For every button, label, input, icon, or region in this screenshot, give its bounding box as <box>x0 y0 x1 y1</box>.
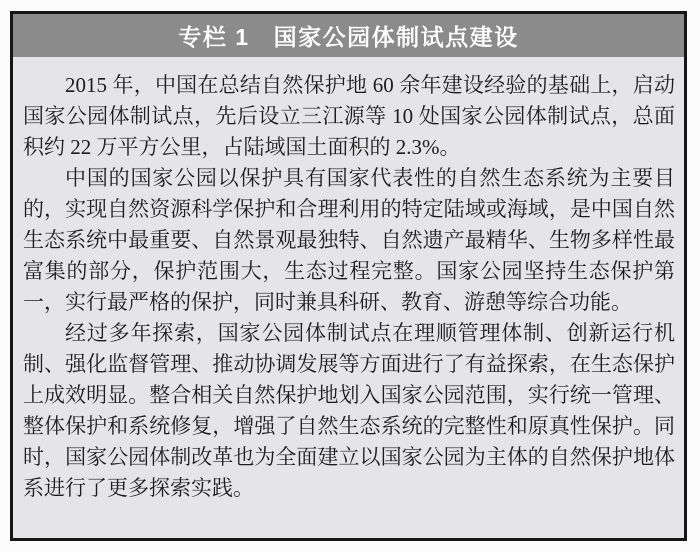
column-box <box>10 11 687 541</box>
column-title: 国家公园体制试点建设 <box>273 24 519 50</box>
paragraph-3: 经过多年探索，国家公园体制试点在理顺管理体制、创新运行机制、强化监督管理、推动协调发展等方面进行了有益探索，在生态保护上成效明显。整合相关自然保护地划入国家公园范围，实行统一管理、整体保护和系统修复，增强了自然生态系统的完整性和原真性保护。同时，国家公园体制改革也为全面建立以国家公园为主体的自然保护地体系进行了更多探索实践。 <box>23 321 675 500</box>
column-box-body <box>13 57 684 538</box>
column-box-header <box>13 14 684 57</box>
paragraph-2: 中国的国家公园以保护具有国家代表性的自然生态系统为主要目的，实现自然资源科学保护和合理利用的特定陆域或海域，是中国自然生态系统中最重要、自然景观最独特、自然遗产最精华、生物多样性最富集的部分，保护范围大，生态过程完整。国家公园坚持生态保护第一，实行最严格的保护，同时兼具科研、教育、游憩等综合功能。 <box>23 166 675 314</box>
column-label: 专栏 1 <box>178 24 250 50</box>
paragraph-1: 2015 年，中国在总结自然保护地 60 余年建设经验的基础上，启动国家公园体制试点，先后设立三江源等 10 处国家公园体制试点，总面积约 22 万平方公里，占陆域国土面积的 2.3%。 <box>23 73 675 159</box>
